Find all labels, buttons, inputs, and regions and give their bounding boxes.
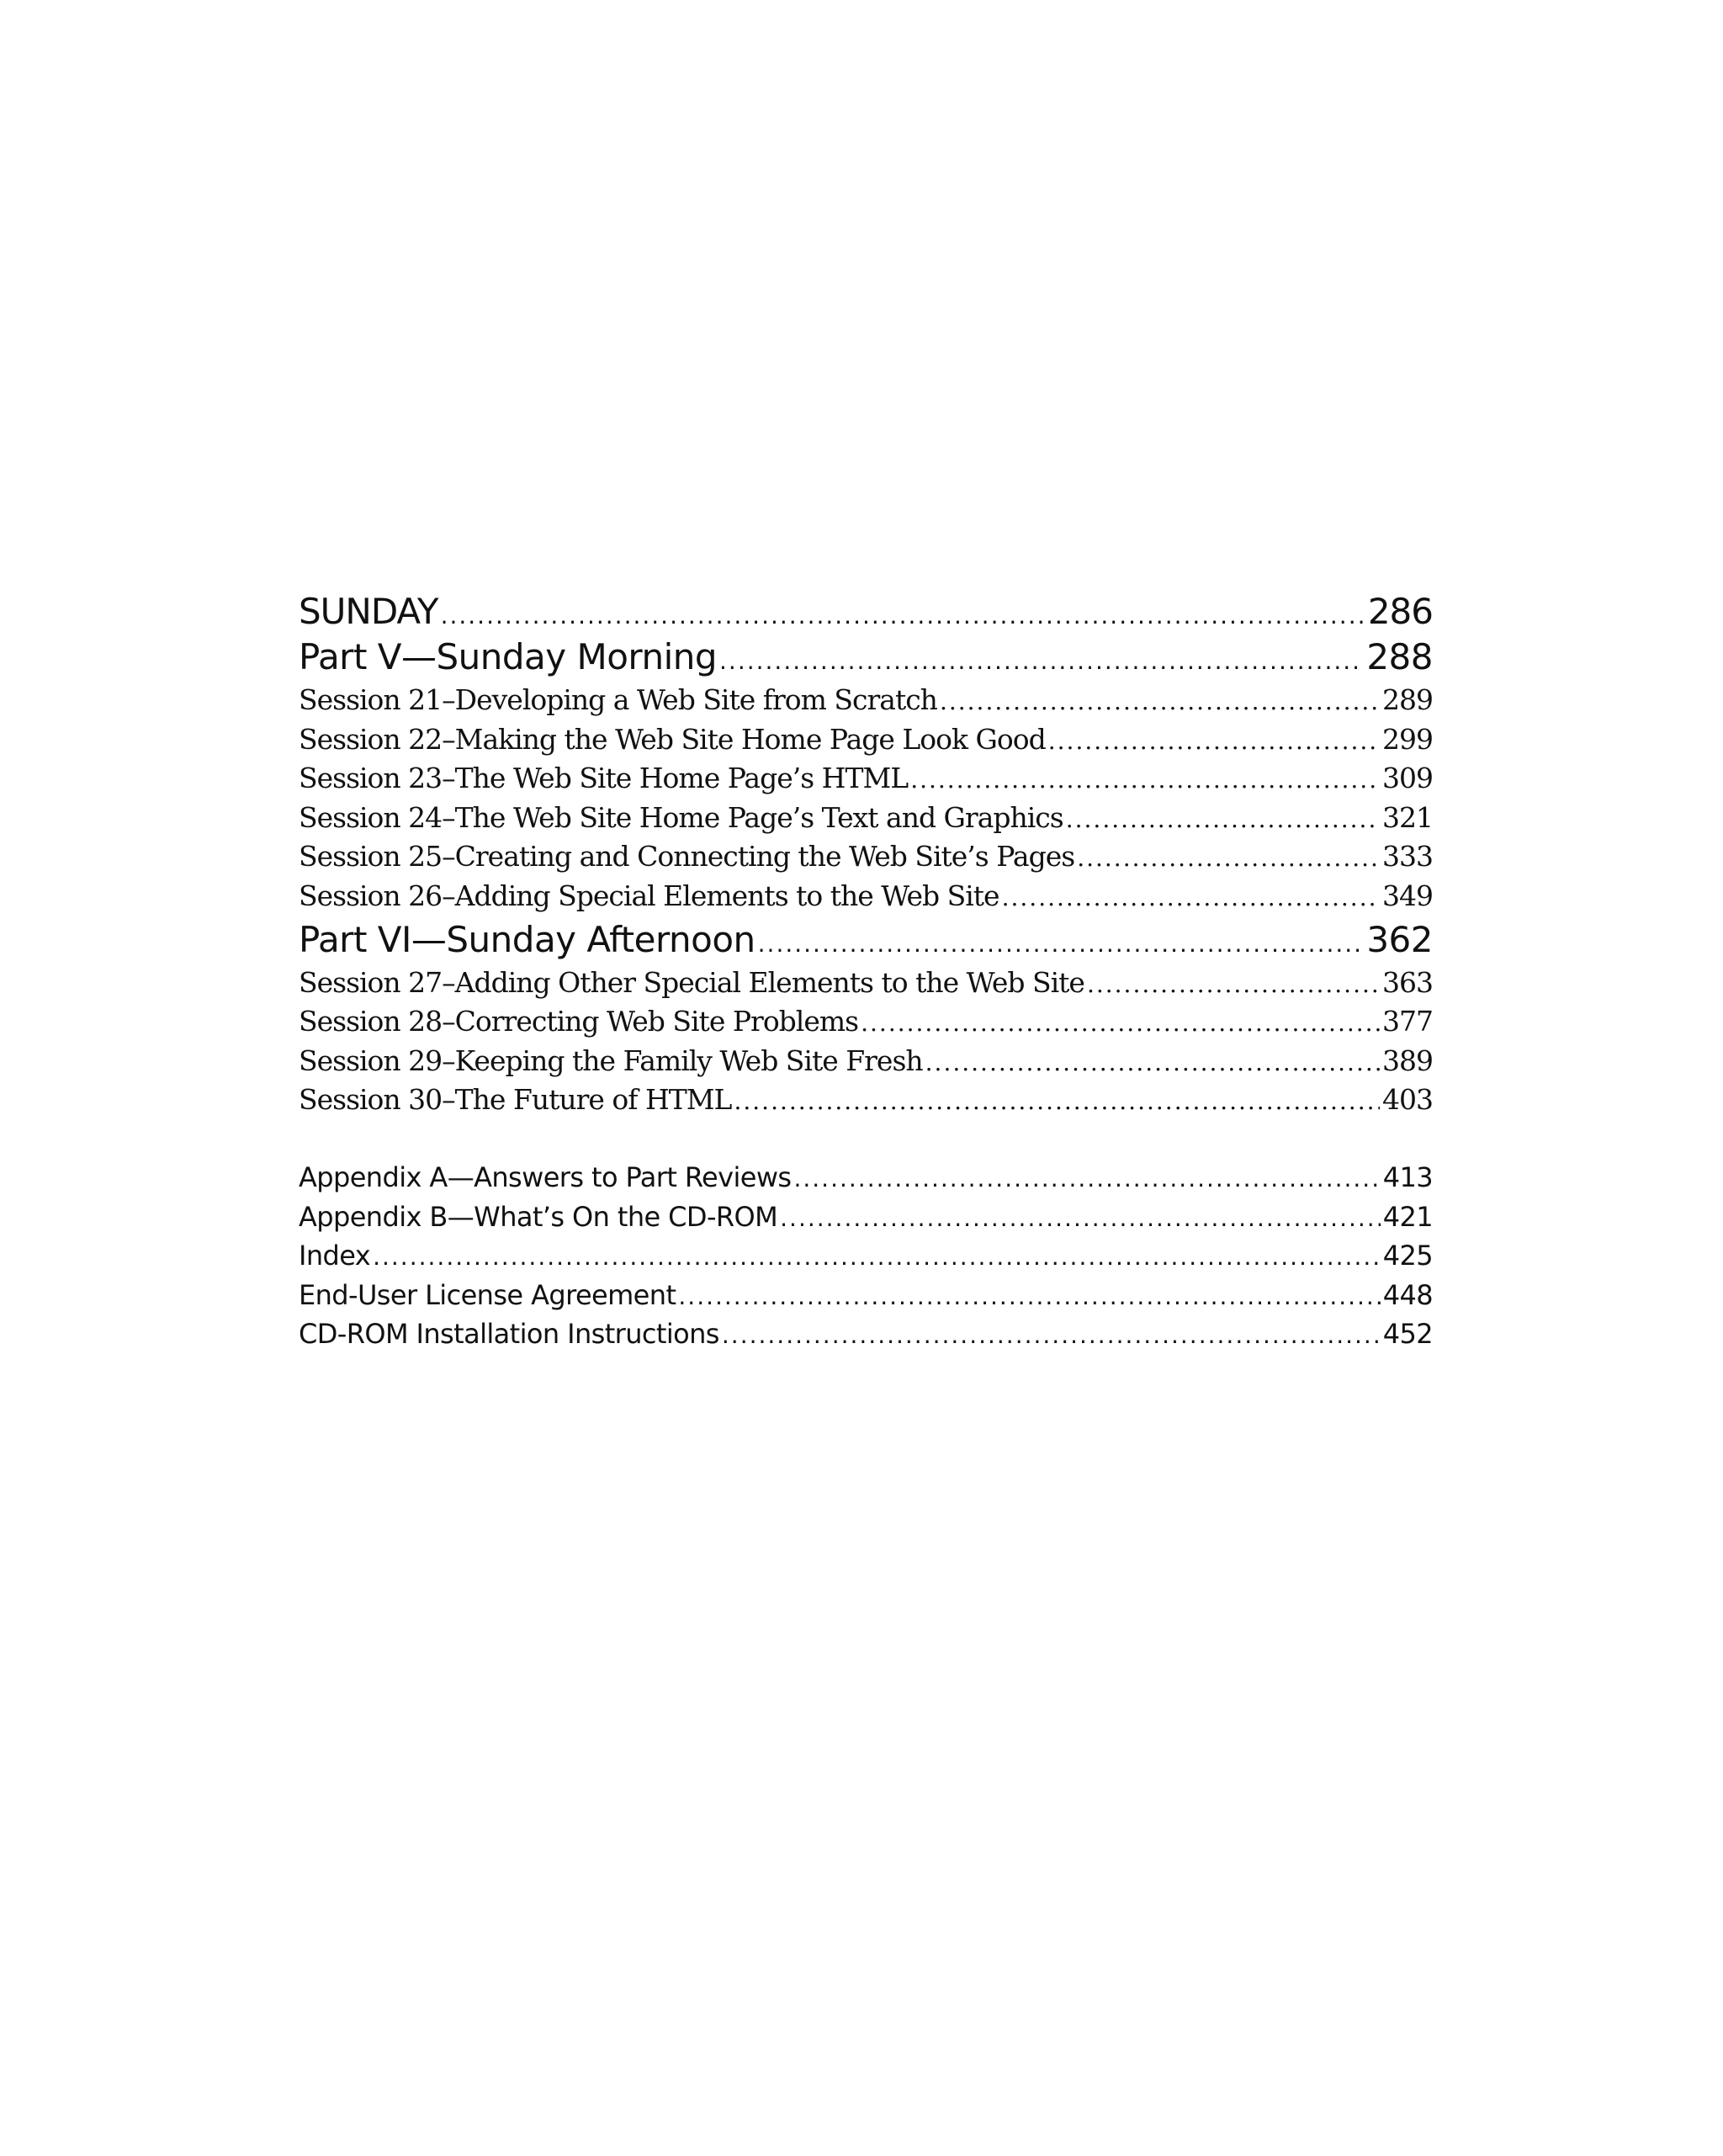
toc-entry-title: Part V—Sunday Morning bbox=[299, 636, 718, 677]
toc-entry-page: 309 bbox=[1382, 762, 1433, 795]
dot-leader bbox=[722, 1321, 1381, 1349]
toc-entry-title: CD-ROM Installation Instructions bbox=[299, 1318, 719, 1351]
dot-leader bbox=[719, 647, 1364, 675]
dot-leader bbox=[1066, 805, 1380, 833]
toc-entry-page: 425 bbox=[1382, 1240, 1433, 1272]
toc-entry-title: Session 26–Adding Special Elements to the Web Site bbox=[299, 879, 999, 912]
dot-leader bbox=[734, 1087, 1380, 1115]
toc-entry-page: 363 bbox=[1382, 965, 1433, 999]
dot-leader bbox=[1048, 727, 1380, 755]
dot-leader bbox=[861, 1009, 1380, 1037]
toc-entry-title: Session 23–The Web Site Home Page’s HTML bbox=[299, 762, 909, 795]
toc-entry-title: Session 24–The Web Site Home Page’s Text and Graphics bbox=[299, 800, 1063, 834]
toc-entry-session-26[interactable] bbox=[299, 879, 1433, 919]
section-spacer bbox=[299, 1123, 1433, 1161]
toc-entry-license[interactable] bbox=[299, 1279, 1433, 1319]
dot-leader bbox=[940, 688, 1380, 715]
toc-entry-installation[interactable] bbox=[299, 1318, 1433, 1357]
toc-entry-part-5[interactable] bbox=[299, 636, 1433, 683]
toc-entry-title: Session 29–Keeping the Family Web Site Fresh bbox=[299, 1043, 923, 1077]
dot-leader bbox=[1077, 844, 1380, 872]
toc-entry-title: Appendix B—What’s On the CD-ROM bbox=[299, 1200, 778, 1233]
dot-leader bbox=[925, 1049, 1380, 1076]
toc-entry-session-23[interactable] bbox=[299, 762, 1433, 801]
toc-entry-page: 421 bbox=[1382, 1200, 1433, 1233]
dot-leader bbox=[1087, 970, 1380, 998]
toc-entry-title: SUNDAY bbox=[299, 591, 438, 632]
toc-entry-title: Session 22–Making the Web Site Home Page Look Good bbox=[299, 722, 1046, 756]
toc-entry-page: 377 bbox=[1382, 1005, 1433, 1038]
toc-entry-page: 321 bbox=[1382, 800, 1433, 834]
toc-entry-page: 448 bbox=[1382, 1278, 1433, 1311]
toc-entry-title: Session 27–Adding Other Special Elements to the Web Site bbox=[299, 965, 1084, 999]
dot-leader bbox=[758, 930, 1365, 958]
toc-entry-page: 452 bbox=[1382, 1318, 1433, 1351]
toc-entry-session-21[interactable] bbox=[299, 683, 1433, 723]
table-of-contents bbox=[299, 591, 1433, 1357]
toc-entry-page: 413 bbox=[1382, 1160, 1433, 1193]
toc-entry-title: Index bbox=[299, 1240, 371, 1272]
toc-entry-session-30[interactable] bbox=[299, 1083, 1433, 1123]
dot-leader bbox=[678, 1282, 1380, 1310]
toc-entry-page: 286 bbox=[1367, 591, 1433, 632]
toc-entry-title: Session 21–Developing a Web Site from Scratch bbox=[299, 683, 937, 716]
toc-entry-title: Appendix A—Answers to Part Reviews bbox=[299, 1160, 792, 1193]
toc-entry-page: 403 bbox=[1382, 1083, 1433, 1117]
dot-leader bbox=[780, 1204, 1381, 1232]
toc-entry-page: 299 bbox=[1382, 722, 1433, 756]
dot-leader bbox=[441, 602, 1365, 629]
toc-entry-page: 362 bbox=[1366, 918, 1433, 960]
toc-entry-session-29[interactable] bbox=[299, 1044, 1433, 1084]
toc-entry-page: 289 bbox=[1382, 683, 1433, 716]
toc-entry-session-24[interactable] bbox=[299, 801, 1433, 841]
toc-entry-title: Session 25–Creating and Connecting the Web Site’s Pages bbox=[299, 840, 1075, 874]
toc-entry-title: Session 30–The Future of HTML bbox=[299, 1083, 732, 1117]
toc-entry-page: 288 bbox=[1366, 636, 1433, 677]
dot-leader bbox=[1002, 884, 1380, 911]
toc-entry-session-28[interactable] bbox=[299, 1005, 1433, 1044]
dot-leader bbox=[373, 1243, 1381, 1271]
toc-entry-index[interactable] bbox=[299, 1240, 1433, 1279]
toc-entry-part-6[interactable] bbox=[299, 919, 1433, 966]
dot-leader bbox=[793, 1165, 1380, 1192]
toc-entry-appendix-b[interactable] bbox=[299, 1201, 1433, 1240]
toc-entry-page: 389 bbox=[1382, 1043, 1433, 1077]
toc-entry-session-27[interactable] bbox=[299, 966, 1433, 1006]
toc-entry-page: 333 bbox=[1382, 840, 1433, 874]
toc-entry-title: Part VI—Sunday Afternoon bbox=[299, 918, 755, 960]
toc-entry-sunday[interactable] bbox=[299, 591, 1433, 636]
toc-entry-session-22[interactable] bbox=[299, 723, 1433, 762]
toc-entry-page: 349 bbox=[1382, 879, 1433, 912]
toc-entry-title: Session 28–Correcting Web Site Problems bbox=[299, 1005, 859, 1038]
toc-entry-title: End-User License Agreement bbox=[299, 1278, 676, 1311]
toc-entry-session-25[interactable] bbox=[299, 840, 1433, 879]
toc-entry-appendix-a[interactable] bbox=[299, 1161, 1433, 1201]
dot-leader bbox=[910, 766, 1380, 794]
